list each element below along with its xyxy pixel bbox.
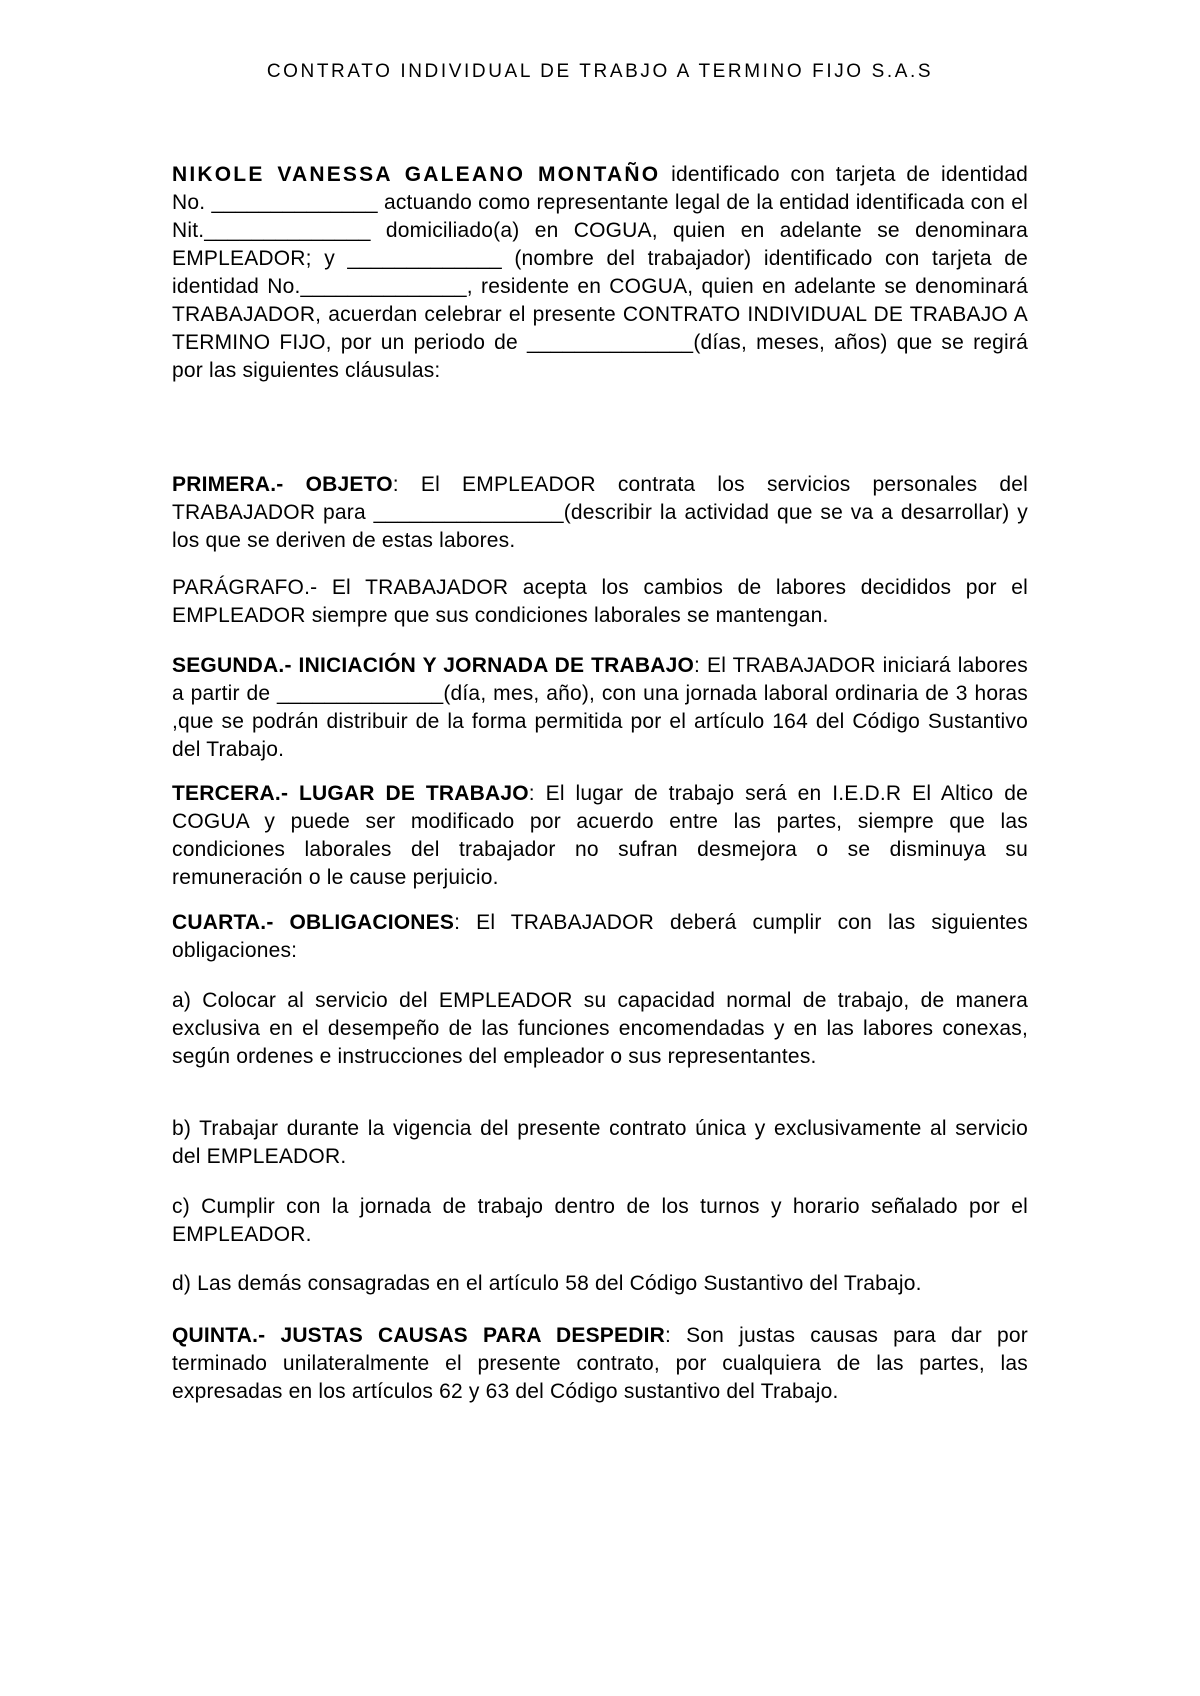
clause-tercera-heading: TERCERA.- LUGAR DE TRABAJO: [172, 782, 529, 805]
document-title: CONTRATO INDIVIDUAL DE TRABJO A TERMINO FIJO S.A.S: [266, 61, 934, 82]
clause-tercera: [172, 780, 1028, 892]
clause-segunda-heading: SEGUNDA.- INICIACIÓN Y JORNADA DE TRABAJO: [172, 654, 695, 677]
obligation-item-d: d) Las demás consagradas en el artículo 58 del Código Sustantivo del Trabajo.: [172, 1272, 922, 1295]
clause-quinta-heading: QUINTA.- JUSTAS CAUSAS PARA DESPEDIR: [172, 1324, 665, 1347]
intro-text: identificado con tarjeta de identidad No. ______________ actuando como representante legal de la entidad identificada con el Nit.______________ domiciliado(a) en COGUA, quien en adelante se denominara EMPLEADOR; y _____________ (nombre del trabajador) identificado con tarjeta de identidad No.______________, residente en COGUA, quien en adelante se denominará TRABAJADOR, acuerdan celebrar el presente CONTRATO INDIVIDUAL DE TRABAJO A TERMINO FIJO, por un periodo de ______________(días, meses, años) que se regirá por las siguientes cláusulas:: [172, 163, 1028, 382]
clause-cuarta-text: : El TRABAJADOR deberá cumplir con las siguientes obligaciones:: [172, 911, 1028, 962]
obligation-item-c: c) Cumplir con la jornada de trabajo dentro de los turnos y horario señalado por el EMPLEADOR.: [172, 1195, 1028, 1246]
obligation-item-b: b) Trabajar durante la vigencia del presente contrato única y exclusivamente al servicio del EMPLEADOR.: [172, 1117, 1028, 1168]
clause-cuarta-heading: CUARTA.- OBLIGACIONES: [172, 911, 455, 934]
intro-paragraph: [172, 161, 1028, 385]
clause-tercera-text: : El lugar de trabajo será en I.E.D.R El Altico de COGUA y puede ser modificado por acuerdo entre las partes, siempre que las condiciones laborales del trabajador no sufran desmejora o se disminuya su remuneración o le cause perjuicio.: [172, 782, 1028, 889]
clause-quinta: [172, 1322, 1028, 1406]
employer-name: NIKOLE VANESSA GALEANO MONTAÑO: [172, 163, 661, 186]
clause-segunda-text: : El TRABAJADOR iniciará labores a partir de ______________(día, mes, año), con una jornada laboral ordinaria de 3 horas ,que se podrán distribuir de la forma permitida por el artículo 164 del Código Sustantivo del Trabajo.: [172, 654, 1028, 761]
clause-quinta-text: : Son justas causas para dar por terminado unilateralmente el presente contrato, por cualquiera de las partes, las expresadas en los artículos 62 y 63 del Código sustantivo del Trabajo.: [172, 1324, 1028, 1403]
clause-primera-heading: PRIMERA.- OBJETO: [172, 473, 393, 496]
clause-segunda: [172, 652, 1028, 764]
paragrafo: PARÁGRAFO.- El TRABAJADOR acepta los cambios de labores decididos por el EMPLEADOR siempre que sus condiciones laborales se mantengan.: [172, 576, 1028, 627]
obligation-item-a: a) Colocar al servicio del EMPLEADOR su capacidad normal de trabajo, de manera exclusiva en el desempeño de las funciones encomendadas y en las labores conexas, según ordenes e instrucciones del empleador o sus representantes.: [172, 989, 1028, 1068]
clause-cuarta: [172, 909, 1028, 965]
clause-primera: [172, 471, 1028, 555]
clause-primera-text: : El EMPLEADOR contrata los servicios personales del TRABAJADOR para ________________(describir la actividad que se va a desarrollar) y los que se deriven de estas labores.: [172, 473, 1029, 552]
